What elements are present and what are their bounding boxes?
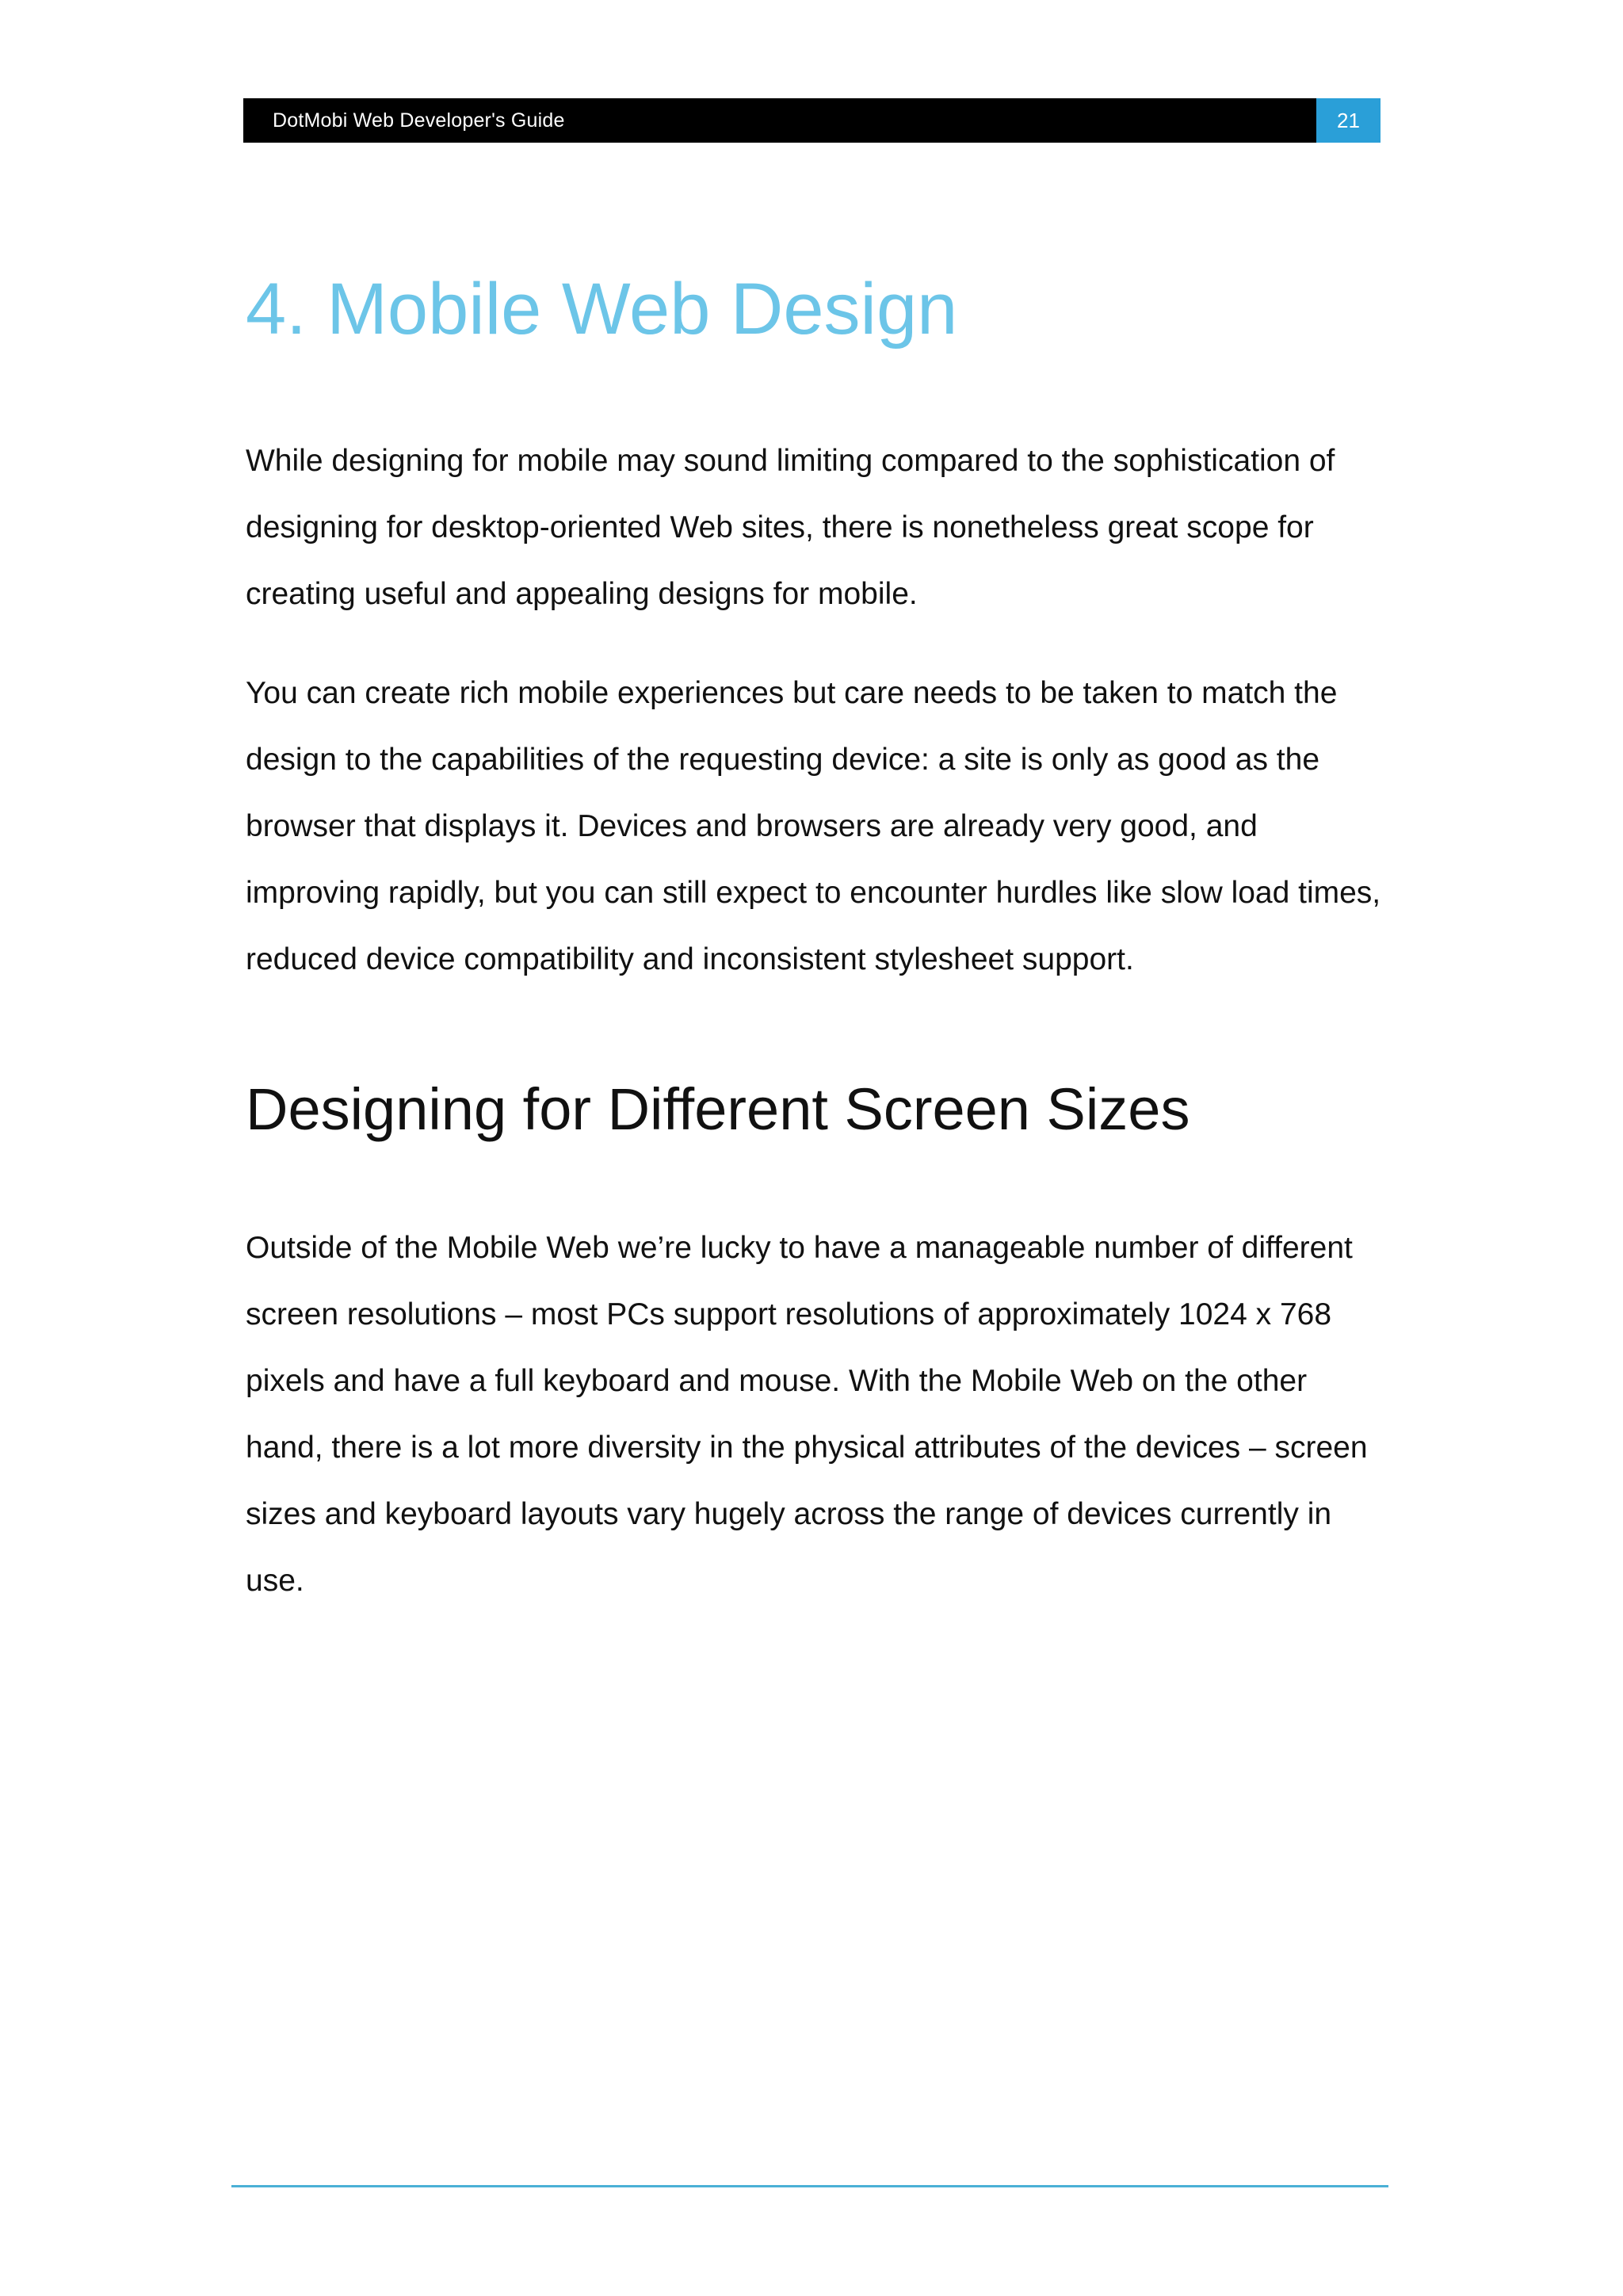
section-heading: Designing for Different Screen Sizes [246, 1076, 1190, 1142]
header-title: DotMobi Web Developer's Guide [273, 109, 565, 132]
chapter-title: 4. Mobile Web Design [246, 269, 958, 350]
intro-paragraph-1 [246, 428, 1387, 628]
footer-rule [231, 2185, 1388, 2187]
section-paragraph-1 [246, 1215, 1387, 1614]
page-number: 21 [1316, 98, 1381, 143]
paragraph-text: Outside of the Mobile Web we’re lucky to have a manageable number of different screen resolutions – most PCs support resolutions of approximately 1024 x 768 pixels and have a full keyboard and mouse. With the Mobile Web on the other hand, there is a lot more diversity in the physical attributes of the devices – screen sizes and keyboard layouts vary hugely across the range of devices currently in use. [246, 1231, 1368, 1598]
intro-paragraph-2 [246, 660, 1387, 993]
running-header [243, 98, 1381, 143]
paragraph-text: While designing for mobile may sound limiting compared to the sophistication of designing for desktop-oriented Web sites, there is nonetheless great scope for creating useful and appealing designs for mobile. [246, 444, 1335, 611]
paragraph-text: You can create rich mobile experiences but care needs to be taken to match the design to the capabilities of the requesting device: a site is only as good as the browser that displays it. Devices and browsers are already very good, and improving rapidly, but you can still expect to encounter hurdles like slow load times, reduced device compatibility and inconsistent stylesheet support. [246, 676, 1381, 976]
